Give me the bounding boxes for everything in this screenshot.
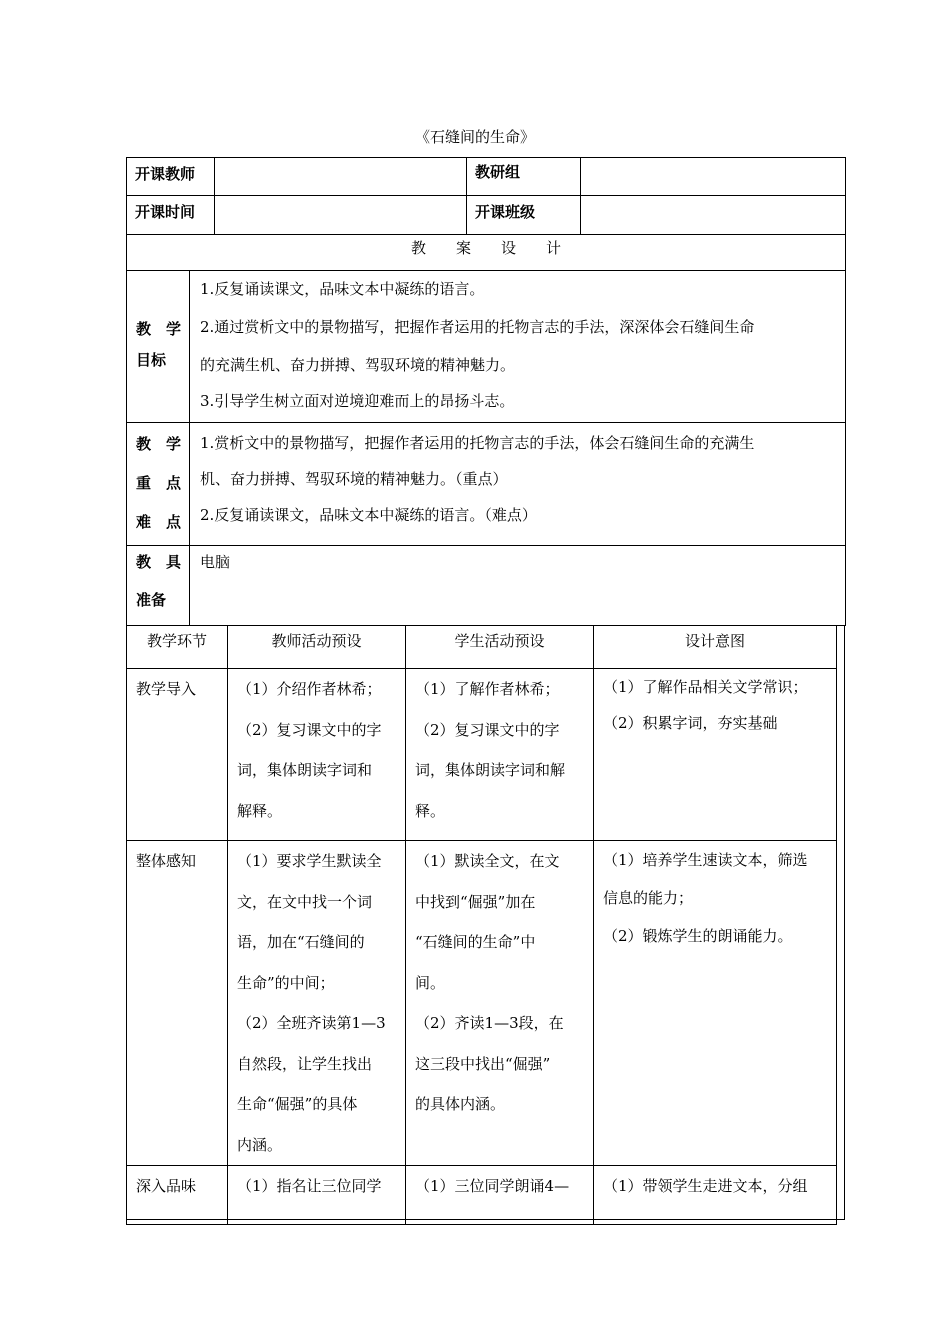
goal-line: 2.通过赏析文中的景物描写，把握作者运用的托物言志的手法，深深体会石缝间生命 [200,318,755,336]
design-heading: 教 案 设 计 [127,235,846,271]
teacher-value [215,158,467,196]
goal-line: 的充满生机、奋力拼搏、驾驭环境的精神魅力。 [200,356,516,374]
outer-border-bottom [126,1219,845,1220]
student-cell: （1）了解作者林希； （2）复习课文中的字 词，集体朗读字词和解 释。 [406,669,594,841]
teacher-cell: （1）介绍作者林希； （2）复习课文中的字 词，集体朗读字词和 解释。 [228,669,406,841]
teacher-label: 开课教师 [127,158,215,196]
tools-label: 教 具 准备 [127,546,190,626]
lesson-goals-table [126,270,846,626]
goals-label: 教 学 目标 [127,271,190,423]
lesson-info-table [126,157,846,271]
table-row [127,1166,837,1225]
stage-cell: 教学导入 [127,669,228,841]
table-row [127,669,837,841]
outer-border-right [844,625,845,1220]
page-title: 《石缝间的生命》 [414,128,535,146]
time-value [215,196,467,235]
focus-line: 机、奋力拼搏、驾驭环境的精神魅力。（重点） [200,470,508,488]
header-teacher-activity: 教师活动预设 [228,626,406,669]
class-value [581,196,846,235]
class-label: 开课班级 [467,196,581,235]
goal-line: 1.反复诵读课文，品味文本中凝练的语言。 [200,280,485,298]
stage-cell: 深入品味 [127,1166,228,1225]
goal-line: 3.引导学生树立面对逆境迎难而上的昂扬斗志。 [200,392,515,410]
group-value [581,158,846,196]
student-cell: （1）三位同学朗诵4— [406,1166,594,1225]
focus-line: 2.反复诵读课文，品味文本中凝练的语言。（难点） [200,506,537,524]
teacher-cell: （1）要求学生默读全 文，在文中找一个词 语，加在“石缝间的 生命”的中间； （2）全班齐读第1—3 自然段，让学生找出 生命“倔强”的具体 内涵。 [228,841,406,1166]
intent-cell: （1）了解作品相关文学常识； （2）积累字词，夯实基础 [594,669,837,841]
teaching-plan-table [126,625,837,1225]
header-student-activity: 学生活动预设 [406,626,594,669]
time-label: 开课时间 [127,196,215,235]
tools-value: 电脑 [190,546,846,626]
focus-label: 教 学 重 点 难 点 [127,423,190,546]
header-stage: 教学环节 [127,626,228,669]
goals-content [190,271,846,423]
focus-content [190,423,846,546]
stage-cell: 整体感知 [127,841,228,1166]
header-design-intent: 设计意图 [594,626,837,669]
student-cell: （1）默读全文，在文 中找到“倔强”加在 “石缝间的生命”中 间。 （2）齐读1—3段，在 这三段中找出“倔强” 的具体内涵。 [406,841,594,1166]
table-row [127,841,837,1166]
intent-cell: （1）培养学生速读文本，筛选 信息的能力； （2）锻炼学生的朗诵能力。 [594,841,837,1166]
group-label: 教研组 [467,158,581,196]
focus-line: 1.赏析文中的景物描写，把握作者运用的托物言志的手法，体会石缝间生命的充满生 [200,434,755,452]
teacher-cell: （1）指名让三位同学 [228,1166,406,1225]
intent-cell: （1）带领学生走进文本，分组 [594,1166,837,1225]
